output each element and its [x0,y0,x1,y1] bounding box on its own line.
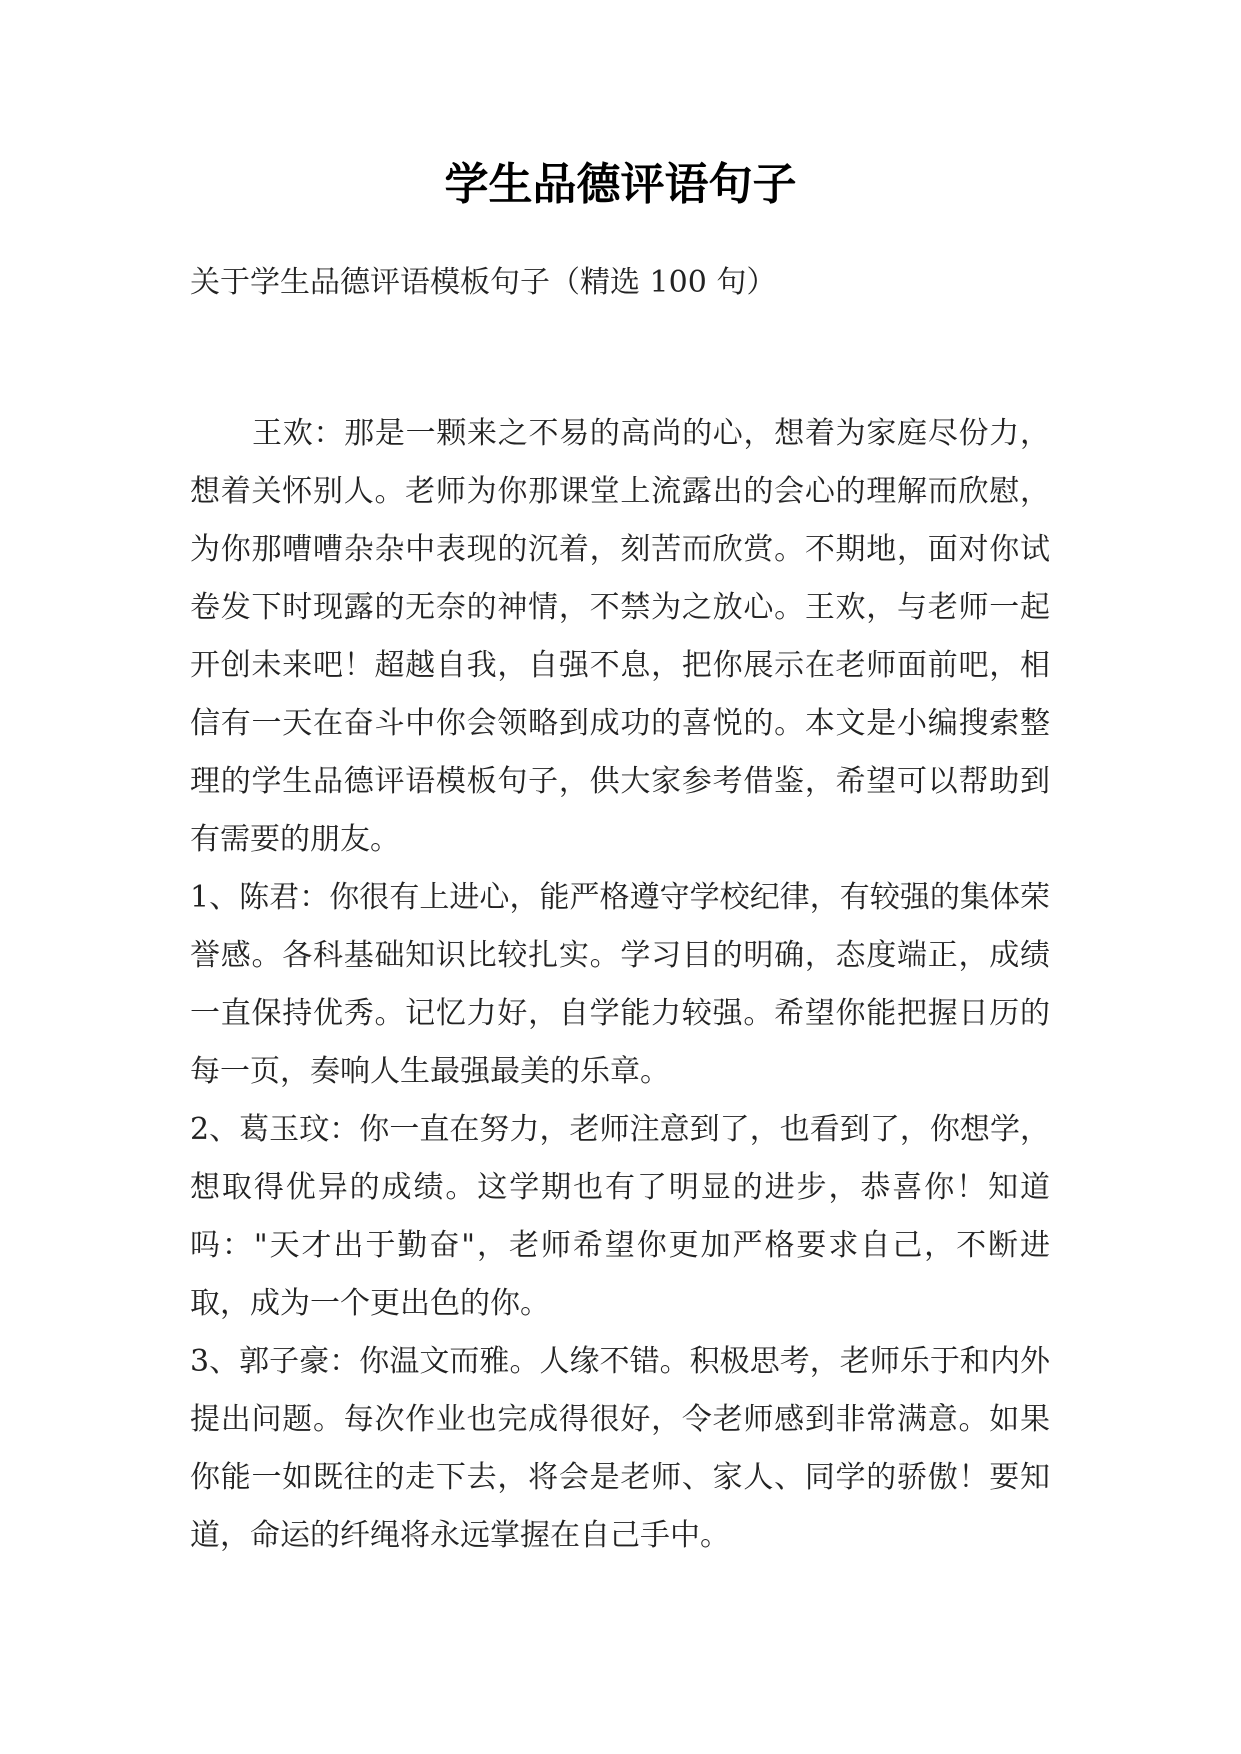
comment-paragraph-2: 2、葛玉玟：你一直在努力，老师注意到了，也看到了，你想学，想取得优异的成绩。这学期也有了明显的进步，恭喜你！知道吗："天才出于勤奋"，老师希望你更加严格要求自己，不断进取，成为一个更出色的你。 [190,1112,1050,1321]
comment-paragraph-3: 3、郭子豪：你温文而雅。人缘不错。积极思考，老师乐于和内外提出问题。每次作业也完成得很好，令老师感到非常满意。如果你能一如既往的走下去，将会是老师、家人、同学的骄傲！要知道，命运的纤绳将永远掌握在自己手中。 [190,1344,1050,1553]
intro-paragraph: 王欢：那是一颗来之不易的高尚的心，想着为家庭尽份力，想着关怀别人。老师为你那课堂上流露出的会心的理解而欣慰，为你那嘈嘈杂杂中表现的沉着，刻苦而欣赏。不期地，面对你试卷发下时现露的无奈的神情，不禁为之放心。王欢，与老师一起开创未来吧！超越自我，自强不息，把你展示在老师面前吧，相信有一天在奋斗中你会领略到成功的喜悦的。本文是小编搜索整理的学生品德评语模板句子，供大家参考借鉴，希望可以帮助到有需要的朋友。 [190,416,1050,857]
comment-paragraph-1: 1、陈君：你很有上进心，能严格遵守学校纪律，有较强的集体荣誉感。各科基础知识比较扎实。学习目的明确，态度端正，成绩一直保持优秀。记忆力好，自学能力较强。希望你能把握日历的每一页，奏响人生最强最美的乐章。 [190,880,1050,1089]
document-subtitle: 关于学生品德评语模板句子（精选 100 句） [190,265,777,300]
document-title: 学生品德评语句子 [444,159,797,210]
document-body [190,405,1050,1565]
